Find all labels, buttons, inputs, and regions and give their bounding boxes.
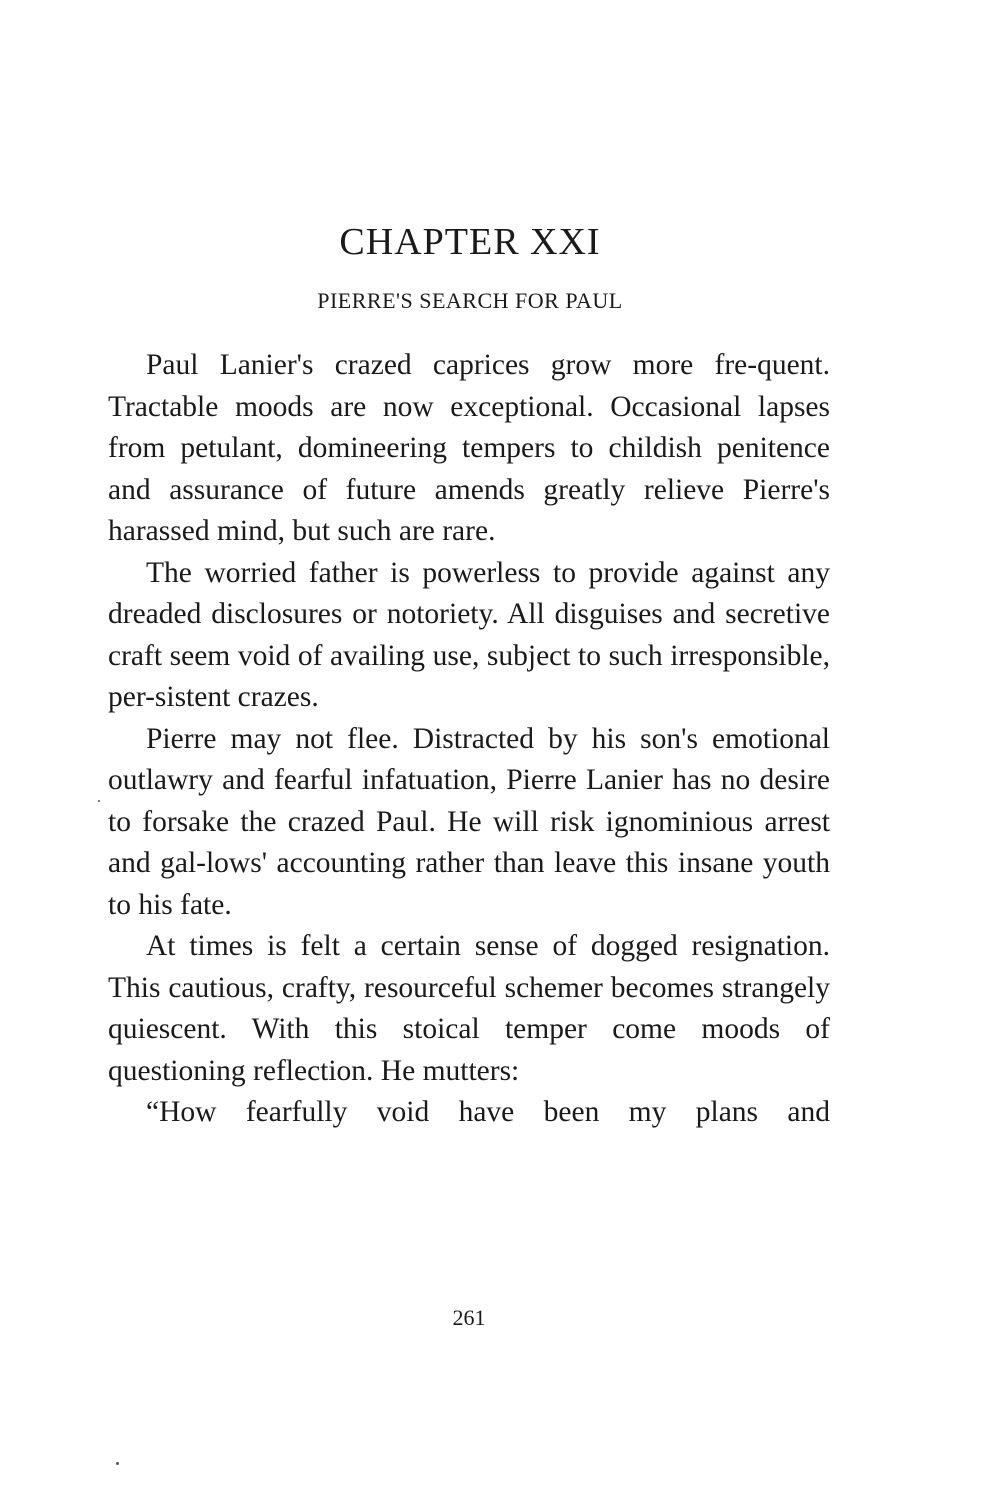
paragraph: Paul Lanier's crazed caprices grow more fre-quent. Tractable moods are now exceptional. Occasional lapses from petulant, domineering tempers to childish penitence and assurance of future amends greatly relieve Pierre's harassed mind, but such are rare. [108, 349, 830, 547]
scan-speck [98, 800, 100, 802]
paragraph: At times is felt a certain sense of dogged resignation. This cautious, crafty, resourceful schemer becomes strangely quiescent. With this stoical temper come moods of questioning reflection. He mutters: [108, 930, 830, 1087]
chapter-subtitle: PIERRE'S SEARCH FOR PAUL [317, 288, 623, 313]
paragraph: The worried father is powerless to provide against any dreaded disclosures or notoriety. All disguises and secretive craft seem void of availing use, subject to such irresponsible, per-sistent crazes. [108, 556, 830, 713]
chapter-title: CHAPTER XXI [339, 221, 601, 263]
paragraph-fragment: “How fearfully void have been my plans and [146, 1096, 830, 1128]
scan-speck [116, 1462, 119, 1465]
paragraph: Pierre may not flee. Distracted by his son's emotional outlawry and fearful infatuation, Pierre Lanier has no desire to forsake the crazed Paul. He will risk ignominious arrest and gal-lows' accounting rather than leave this insane youth to his fate. [108, 722, 830, 921]
page-number: 261 [452, 1305, 486, 1330]
body-text [108, 345, 830, 1134]
